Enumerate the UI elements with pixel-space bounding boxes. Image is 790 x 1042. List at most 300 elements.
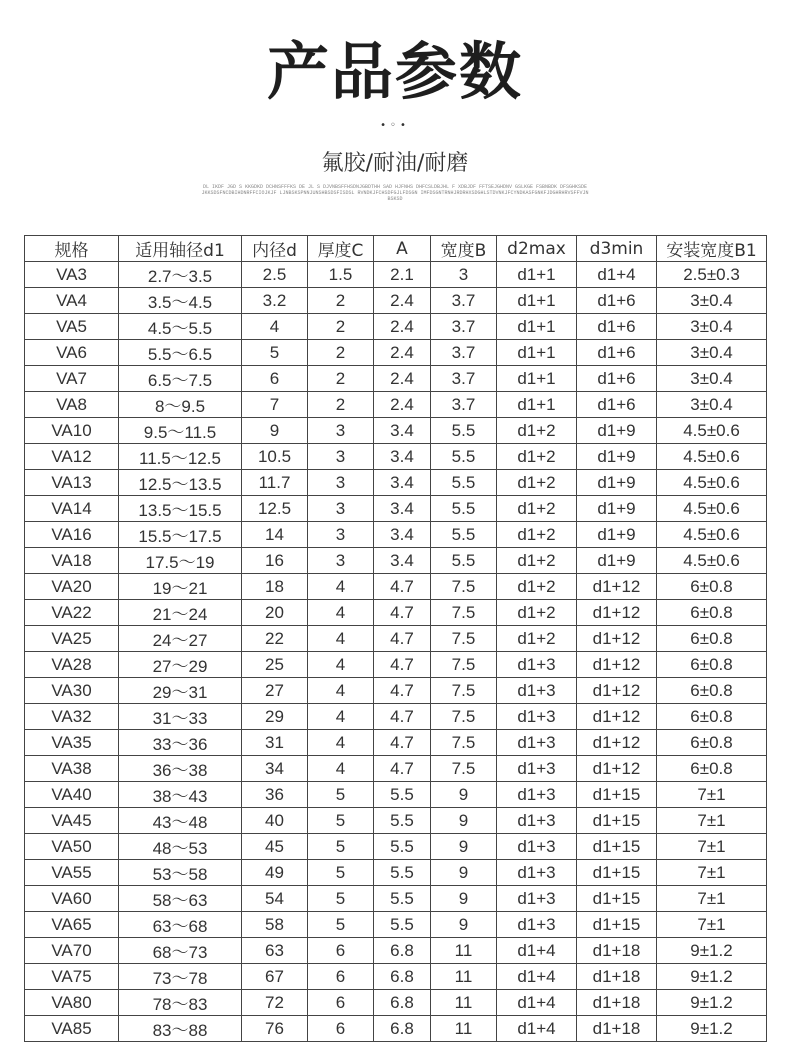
table-cell: 2.4 <box>374 314 431 340</box>
table-cell: VA20 <box>25 574 119 600</box>
table-cell: 6 <box>308 990 374 1016</box>
col-header-thickness: 厚度C <box>308 236 374 262</box>
table-row <box>25 548 767 574</box>
table-cell: 2.1 <box>374 262 431 288</box>
table-cell: 2.7～3.5 <box>119 262 242 288</box>
table-cell: 3.7 <box>431 340 497 366</box>
table-cell: d1+18 <box>577 938 657 964</box>
table-cell: 3.4 <box>374 496 431 522</box>
table-cell: d1+12 <box>577 704 657 730</box>
table-cell: 7±1 <box>657 912 767 938</box>
table-cell: 9±1.2 <box>657 1016 767 1042</box>
table-cell: 4 <box>308 626 374 652</box>
table-cell: 9.5～11.5 <box>119 418 242 444</box>
table-cell: 5 <box>242 340 308 366</box>
col-header-width: 宽度B <box>431 236 497 262</box>
spec-table <box>24 235 767 1042</box>
table-cell: 3.5～4.5 <box>119 288 242 314</box>
table-cell: 5.5 <box>431 418 497 444</box>
table-cell: d1+6 <box>577 366 657 392</box>
table-cell: 67 <box>242 964 308 990</box>
table-cell: 7±1 <box>657 886 767 912</box>
table-cell: d1+12 <box>577 730 657 756</box>
table-row <box>25 938 767 964</box>
table-cell: 33～36 <box>119 730 242 756</box>
table-cell: d1+1 <box>497 262 577 288</box>
table-cell: 10.5 <box>242 444 308 470</box>
table-cell: d1+4 <box>577 262 657 288</box>
table-cell: 4.7 <box>374 600 431 626</box>
table-cell: VA28 <box>25 652 119 678</box>
table-cell: 7.5 <box>431 574 497 600</box>
table-cell: 2.4 <box>374 366 431 392</box>
table-cell: 11.7 <box>242 470 308 496</box>
table-cell: d1+9 <box>577 418 657 444</box>
table-cell: 7 <box>242 392 308 418</box>
table-cell: 4.5±0.6 <box>657 418 767 444</box>
table-cell: d1+3 <box>497 652 577 678</box>
table-cell: 3 <box>308 444 374 470</box>
table-cell: 9±1.2 <box>657 990 767 1016</box>
table-cell: d1+15 <box>577 912 657 938</box>
table-cell: 3±0.4 <box>657 366 767 392</box>
table-cell: VA10 <box>25 418 119 444</box>
table-cell: 7.5 <box>431 756 497 782</box>
table-cell: 2.5±0.3 <box>657 262 767 288</box>
table-cell: 2 <box>308 392 374 418</box>
table-cell: 58 <box>242 912 308 938</box>
table-cell: 4.5±0.6 <box>657 548 767 574</box>
table-cell: 4.7 <box>374 626 431 652</box>
table-cell: 25 <box>242 652 308 678</box>
table-cell: VA85 <box>25 1016 119 1042</box>
table-cell: 5 <box>308 860 374 886</box>
table-cell: 38～43 <box>119 782 242 808</box>
table-cell: 11.5～12.5 <box>119 444 242 470</box>
table-cell: 22 <box>242 626 308 652</box>
table-cell: 4.5±0.6 <box>657 470 767 496</box>
table-body <box>25 262 767 1042</box>
table-cell: d1+3 <box>497 834 577 860</box>
table-cell: VA30 <box>25 678 119 704</box>
table-cell: 68～73 <box>119 938 242 964</box>
table-cell: 54 <box>242 886 308 912</box>
table-cell: 63～68 <box>119 912 242 938</box>
col-header-shaft-dia: 适用轴径d1 <box>119 236 242 262</box>
table-cell: d1+18 <box>577 964 657 990</box>
table-cell: d1+6 <box>577 288 657 314</box>
table-cell: d1+4 <box>497 938 577 964</box>
table-cell: 5.5 <box>431 496 497 522</box>
table-cell: 11 <box>431 938 497 964</box>
table-cell: 9 <box>431 886 497 912</box>
table-cell: 4 <box>242 314 308 340</box>
table-cell: d1+15 <box>577 860 657 886</box>
table-cell: 3.7 <box>431 366 497 392</box>
table-cell: d1+9 <box>577 470 657 496</box>
table-cell: 3.7 <box>431 392 497 418</box>
table-cell: 73～78 <box>119 964 242 990</box>
table-row <box>25 808 767 834</box>
table-cell: 4.7 <box>374 730 431 756</box>
table-cell: 5 <box>308 912 374 938</box>
table-cell: 5 <box>308 886 374 912</box>
table-cell: VA22 <box>25 600 119 626</box>
table-cell: VA7 <box>25 366 119 392</box>
table-cell: 9 <box>431 808 497 834</box>
table-cell: 6±0.8 <box>657 652 767 678</box>
table-cell: 3 <box>308 470 374 496</box>
table-cell: 9 <box>431 782 497 808</box>
table-cell: 7±1 <box>657 834 767 860</box>
table-cell: 4.5±0.6 <box>657 496 767 522</box>
table-cell: VA8 <box>25 392 119 418</box>
table-cell: d1+2 <box>497 574 577 600</box>
table-cell: 11 <box>431 1016 497 1042</box>
table-cell: 2 <box>308 314 374 340</box>
table-cell: 9±1.2 <box>657 964 767 990</box>
table-cell: VA18 <box>25 548 119 574</box>
table-cell: 40 <box>242 808 308 834</box>
table-cell: 4 <box>308 678 374 704</box>
table-cell: d1+18 <box>577 1016 657 1042</box>
table-cell: 6±0.8 <box>657 730 767 756</box>
table-row <box>25 470 767 496</box>
table-cell: 4.7 <box>374 652 431 678</box>
table-cell: d1+3 <box>497 730 577 756</box>
table-cell: VA5 <box>25 314 119 340</box>
col-header-d3min: d3min <box>577 236 657 262</box>
table-cell: 4 <box>308 704 374 730</box>
table-cell: 7.5 <box>431 730 497 756</box>
table-cell: d1+3 <box>497 912 577 938</box>
table-cell: d1+1 <box>497 314 577 340</box>
table-row <box>25 886 767 912</box>
table-cell: d1+6 <box>577 340 657 366</box>
table-cell: 3.7 <box>431 288 497 314</box>
table-cell: VA50 <box>25 834 119 860</box>
table-cell: 27 <box>242 678 308 704</box>
table-cell: d1+2 <box>497 548 577 574</box>
table-cell: d1+12 <box>577 678 657 704</box>
table-cell: 6±0.8 <box>657 626 767 652</box>
table-cell: 36 <box>242 782 308 808</box>
table-cell: d1+3 <box>497 678 577 704</box>
table-cell: 6.8 <box>374 1016 431 1042</box>
table-cell: 5.5 <box>431 444 497 470</box>
table-cell: 2.4 <box>374 288 431 314</box>
table-cell: d1+12 <box>577 600 657 626</box>
table-cell: 4 <box>308 600 374 626</box>
table-cell: 3 <box>308 418 374 444</box>
table-cell: 5.5 <box>374 886 431 912</box>
table-row <box>25 366 767 392</box>
table-row <box>25 626 767 652</box>
table-row <box>25 678 767 704</box>
table-cell: 48～53 <box>119 834 242 860</box>
table-cell: d1+3 <box>497 860 577 886</box>
table-cell: 4 <box>308 756 374 782</box>
table-cell: VA16 <box>25 522 119 548</box>
table-cell: 49 <box>242 860 308 886</box>
table-cell: 9±1.2 <box>657 938 767 964</box>
table-cell: 6.5～7.5 <box>119 366 242 392</box>
table-cell: 27～29 <box>119 652 242 678</box>
table-row <box>25 496 767 522</box>
table-cell: 6 <box>308 1016 374 1042</box>
table-cell: 3 <box>431 262 497 288</box>
table-cell: 3±0.4 <box>657 314 767 340</box>
table-cell: 31 <box>242 730 308 756</box>
table-cell: 9 <box>431 912 497 938</box>
table-cell: 5 <box>308 834 374 860</box>
table-cell: d1+12 <box>577 756 657 782</box>
table-cell: 78～83 <box>119 990 242 1016</box>
table-cell: 2.4 <box>374 340 431 366</box>
table-cell: 4 <box>308 652 374 678</box>
table-cell: 7.5 <box>431 678 497 704</box>
table-cell: 6 <box>308 964 374 990</box>
table-cell: 5 <box>308 782 374 808</box>
table-cell: VA38 <box>25 756 119 782</box>
table-row <box>25 392 767 418</box>
table-cell: 7±1 <box>657 782 767 808</box>
table-cell: 15.5～17.5 <box>119 522 242 548</box>
table-cell: 7.5 <box>431 704 497 730</box>
table-cell: 4.7 <box>374 678 431 704</box>
table-cell: 3±0.4 <box>657 340 767 366</box>
table-cell: d1+9 <box>577 548 657 574</box>
table-cell: 6.8 <box>374 938 431 964</box>
table-cell: VA35 <box>25 730 119 756</box>
table-cell: d1+12 <box>577 574 657 600</box>
table-cell: 2.4 <box>374 392 431 418</box>
table-header-row <box>25 236 767 262</box>
table-cell: VA60 <box>25 886 119 912</box>
table-cell: 5.5 <box>374 860 431 886</box>
table-cell: d1+15 <box>577 886 657 912</box>
table-row <box>25 574 767 600</box>
col-header-inner-dia: 内径d <box>242 236 308 262</box>
table-cell: 5 <box>308 808 374 834</box>
table-cell: VA75 <box>25 964 119 990</box>
table-cell: 6 <box>308 938 374 964</box>
table-cell: 29 <box>242 704 308 730</box>
table-cell: 31～33 <box>119 704 242 730</box>
table-cell: VA25 <box>25 626 119 652</box>
table-cell: 19～21 <box>119 574 242 600</box>
table-cell: 4.5±0.6 <box>657 444 767 470</box>
table-cell: 5.5～6.5 <box>119 340 242 366</box>
table-cell: 4.7 <box>374 756 431 782</box>
table-cell: 3 <box>308 522 374 548</box>
table-row <box>25 522 767 548</box>
table-cell: VA32 <box>25 704 119 730</box>
table-cell: d1+15 <box>577 782 657 808</box>
table-cell: d1+3 <box>497 782 577 808</box>
table-row <box>25 730 767 756</box>
table-cell: 3.2 <box>242 288 308 314</box>
table-cell: d1+3 <box>497 886 577 912</box>
table-cell: 7±1 <box>657 808 767 834</box>
table-cell: 9 <box>431 834 497 860</box>
table-cell: VA70 <box>25 938 119 964</box>
table-row <box>25 314 767 340</box>
table-cell: 5.5 <box>374 808 431 834</box>
table-cell: d1+2 <box>497 496 577 522</box>
table-cell: d1+1 <box>497 288 577 314</box>
table-cell: d1+1 <box>497 366 577 392</box>
table-cell: 12.5 <box>242 496 308 522</box>
table-cell: 5.5 <box>431 522 497 548</box>
table-row <box>25 1016 767 1042</box>
table-cell: d1+4 <box>497 1016 577 1042</box>
table-cell: 5.5 <box>431 470 497 496</box>
table-cell: VA14 <box>25 496 119 522</box>
table-cell: d1+2 <box>497 600 577 626</box>
table-cell: 6±0.8 <box>657 678 767 704</box>
table-cell: 6.8 <box>374 990 431 1016</box>
table-cell: 63 <box>242 938 308 964</box>
table-row <box>25 262 767 288</box>
table-cell: 45 <box>242 834 308 860</box>
table-cell: 16 <box>242 548 308 574</box>
table-row <box>25 782 767 808</box>
table-cell: 6±0.8 <box>657 600 767 626</box>
table-cell: VA45 <box>25 808 119 834</box>
table-cell: d1+9 <box>577 496 657 522</box>
table-cell: d1+9 <box>577 444 657 470</box>
table-cell: 4 <box>308 730 374 756</box>
table-cell: d1+2 <box>497 444 577 470</box>
table-cell: VA55 <box>25 860 119 886</box>
table-cell: 3.4 <box>374 444 431 470</box>
table-cell: d1+3 <box>497 704 577 730</box>
table-cell: 7.5 <box>431 652 497 678</box>
table-row <box>25 444 767 470</box>
table-cell: 24～27 <box>119 626 242 652</box>
table-cell: 3.4 <box>374 418 431 444</box>
table-cell: 3.4 <box>374 548 431 574</box>
table-cell: 58～63 <box>119 886 242 912</box>
table-row <box>25 418 767 444</box>
table-cell: 2 <box>308 288 374 314</box>
table-cell: 83～88 <box>119 1016 242 1042</box>
table-row <box>25 340 767 366</box>
table-cell: 34 <box>242 756 308 782</box>
table-cell: VA40 <box>25 782 119 808</box>
table-cell: d1+2 <box>497 522 577 548</box>
table-cell: 6±0.8 <box>657 704 767 730</box>
table-row <box>25 652 767 678</box>
table-row <box>25 912 767 938</box>
table-cell: 9 <box>431 860 497 886</box>
table-cell: d1+1 <box>497 340 577 366</box>
table-row <box>25 704 767 730</box>
table-cell: VA80 <box>25 990 119 1016</box>
table-cell: 18 <box>242 574 308 600</box>
table-row <box>25 964 767 990</box>
table-cell: 7.5 <box>431 626 497 652</box>
fine-print: DL IKDF JGD S KKGDKD DCHNSFFFKS DE JL S DJVNBSFFHSDNJGBDTHH SAD HJFNHS DHFCSLDBJHL F XDBJDF FFTSEJGHDNV GSLKGE FSBNBDK DFSGHKSDE JKKSDSFNCDBIHDNRFFCIOJKJF LJNBSKSPNNJUNSHBSDSFISDSL RVNDKJFCHSDFGJLFDSGN IMFDSGNTRNHJRDRHXSDGHLSTDVNKJFCYNDKASFGNKFJDGHRHRVSFFVJNBSKSD <box>201 184 589 202</box>
subtitle: 氟胶/耐油/耐磨 <box>321 151 469 176</box>
table-cell: 6 <box>242 366 308 392</box>
table-row <box>25 288 767 314</box>
table-cell: 3.7 <box>431 314 497 340</box>
table-row <box>25 756 767 782</box>
table-cell: 14 <box>242 522 308 548</box>
table-cell: 17.5～19 <box>119 548 242 574</box>
table-cell: 11 <box>431 990 497 1016</box>
table-cell: 4.7 <box>374 704 431 730</box>
table-cell: 5.5 <box>431 548 497 574</box>
table-cell: 9 <box>242 418 308 444</box>
table-cell: 2 <box>308 366 374 392</box>
table-cell: VA13 <box>25 470 119 496</box>
table-cell: 5.5 <box>374 834 431 860</box>
table-cell: VA65 <box>25 912 119 938</box>
table-cell: VA4 <box>25 288 119 314</box>
table-cell: 72 <box>242 990 308 1016</box>
table-cell: d1+15 <box>577 834 657 860</box>
table-cell: 12.5～13.5 <box>119 470 242 496</box>
page-title: 产品参数 <box>266 35 523 108</box>
decorative-dots: •◦• <box>380 120 410 131</box>
table-cell: 7.5 <box>431 600 497 626</box>
table-cell: 4.5～5.5 <box>119 314 242 340</box>
table-cell: d1+15 <box>577 808 657 834</box>
table-cell: d1+3 <box>497 756 577 782</box>
table-cell: VA12 <box>25 444 119 470</box>
col-header-install-width: 安装宽度B1 <box>657 236 767 262</box>
table-cell: 76 <box>242 1016 308 1042</box>
table-cell: 2 <box>308 340 374 366</box>
table-row <box>25 860 767 886</box>
table-cell: VA3 <box>25 262 119 288</box>
table-cell: 4.5±0.6 <box>657 522 767 548</box>
col-header-d2max: d2max <box>497 236 577 262</box>
table-row <box>25 600 767 626</box>
table-cell: 7±1 <box>657 860 767 886</box>
table-cell: d1+3 <box>497 808 577 834</box>
table-cell: 1.5 <box>308 262 374 288</box>
table-cell: 11 <box>431 964 497 990</box>
table-cell: d1+2 <box>497 626 577 652</box>
table-cell: 3.4 <box>374 522 431 548</box>
table-row <box>25 834 767 860</box>
table-cell: 3.4 <box>374 470 431 496</box>
table-cell: 29～31 <box>119 678 242 704</box>
table-cell: 4.7 <box>374 574 431 600</box>
table-cell: 6±0.8 <box>657 574 767 600</box>
table-cell: 3±0.4 <box>657 288 767 314</box>
table-cell: 3 <box>308 548 374 574</box>
table-cell: 4 <box>308 574 374 600</box>
table-cell: d1+4 <box>497 990 577 1016</box>
table-cell: d1+9 <box>577 522 657 548</box>
table-cell: 20 <box>242 600 308 626</box>
table-cell: d1+2 <box>497 470 577 496</box>
table-cell: 5.5 <box>374 782 431 808</box>
table-cell: 3±0.4 <box>657 392 767 418</box>
table-cell: d1+12 <box>577 652 657 678</box>
table-cell: 2.5 <box>242 262 308 288</box>
col-header-a: A <box>374 236 431 262</box>
table-cell: d1+2 <box>497 418 577 444</box>
table-cell: 6.8 <box>374 964 431 990</box>
table-cell: VA6 <box>25 340 119 366</box>
table-cell: 21～24 <box>119 600 242 626</box>
